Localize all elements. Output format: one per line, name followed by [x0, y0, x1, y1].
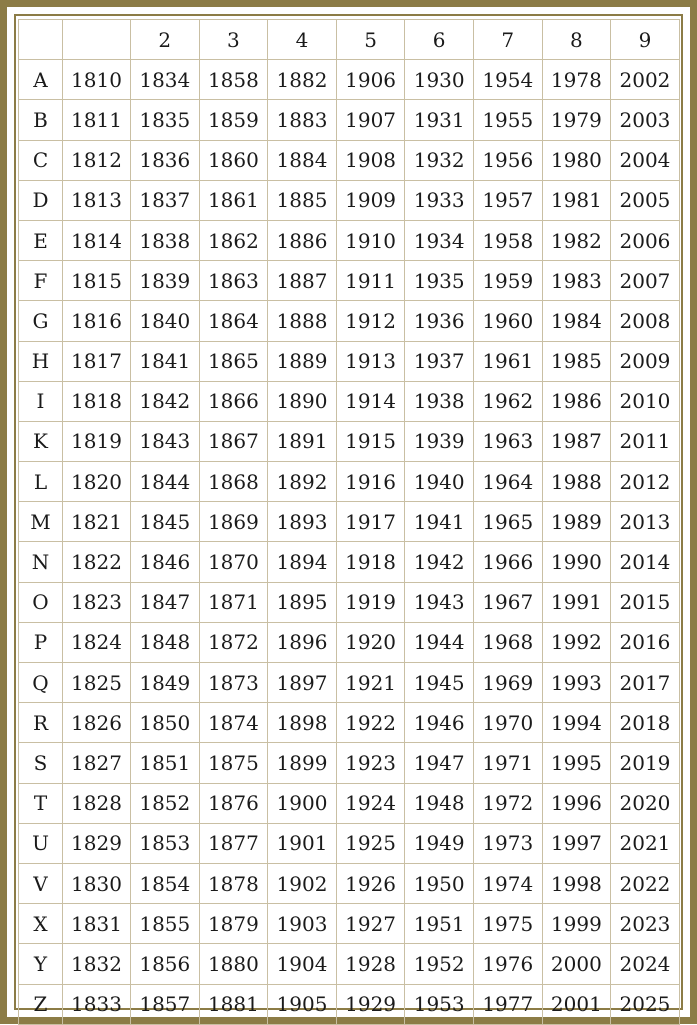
year-cell: 1861 [199, 180, 268, 220]
year-cell: 2018 [611, 703, 680, 743]
year-cell: 1901 [268, 823, 337, 863]
year-cell: 1904 [268, 944, 337, 984]
year-cell: 1822 [63, 542, 131, 582]
year-cell: 2013 [611, 502, 680, 542]
year-cell: 1921 [336, 663, 405, 703]
year-cell: 1840 [131, 301, 200, 341]
year-cell: 1996 [542, 783, 611, 823]
year-cell: 1997 [542, 823, 611, 863]
year-cell: 1911 [336, 261, 405, 301]
year-cell: 1891 [268, 421, 337, 461]
year-cell: 1905 [268, 984, 337, 1024]
year-cell: 1984 [542, 301, 611, 341]
table-row [19, 341, 680, 381]
year-cell: 1855 [131, 904, 200, 944]
year-letter-table [18, 19, 680, 1025]
year-cell: 1999 [542, 904, 611, 944]
year-cell: 1907 [336, 100, 405, 140]
year-cell: 1947 [405, 743, 474, 783]
year-cell: 1830 [63, 863, 131, 903]
year-cell: 1968 [473, 622, 542, 662]
year-cell: 1844 [131, 462, 200, 502]
year-cell: 1819 [63, 421, 131, 461]
year-cell: 1957 [473, 180, 542, 220]
year-cell: 1941 [405, 502, 474, 542]
year-cell: 1856 [131, 944, 200, 984]
year-cell: 1862 [199, 220, 268, 260]
table-row [19, 542, 680, 582]
year-cell: 1873 [199, 663, 268, 703]
year-cell: 1869 [199, 502, 268, 542]
year-cell: 1974 [473, 863, 542, 903]
year-cell: 1998 [542, 863, 611, 903]
year-cell: 2019 [611, 743, 680, 783]
column-header: 4 [268, 20, 337, 60]
table-row [19, 100, 680, 140]
year-cell: 1960 [473, 301, 542, 341]
year-cell: 1932 [405, 140, 474, 180]
column-header [19, 20, 63, 60]
row-letter: F [19, 261, 63, 301]
table-row [19, 743, 680, 783]
year-cell: 1854 [131, 863, 200, 903]
year-cell: 1885 [268, 180, 337, 220]
year-cell: 1964 [473, 462, 542, 502]
year-cell: 1881 [199, 984, 268, 1024]
table-row [19, 140, 680, 180]
row-letter: N [19, 542, 63, 582]
table-row [19, 261, 680, 301]
year-cell: 1825 [63, 663, 131, 703]
year-cell: 1977 [473, 984, 542, 1024]
year-cell: 1991 [542, 582, 611, 622]
year-cell: 1990 [542, 542, 611, 582]
row-letter: Y [19, 944, 63, 984]
year-cell: 1888 [268, 301, 337, 341]
row-letter: G [19, 301, 63, 341]
year-cell: 1985 [542, 341, 611, 381]
year-cell: 1926 [336, 863, 405, 903]
year-cell: 1959 [473, 261, 542, 301]
year-cell: 1980 [542, 140, 611, 180]
year-cell: 1988 [542, 462, 611, 502]
row-letter: X [19, 904, 63, 944]
year-cell: 1829 [63, 823, 131, 863]
year-cell: 1961 [473, 341, 542, 381]
year-cell: 1942 [405, 542, 474, 582]
year-cell: 1914 [336, 381, 405, 421]
year-cell: 1971 [473, 743, 542, 783]
year-cell: 1872 [199, 622, 268, 662]
year-cell: 1954 [473, 60, 542, 100]
year-cell: 1877 [199, 823, 268, 863]
year-cell: 1987 [542, 421, 611, 461]
year-cell: 1895 [268, 582, 337, 622]
year-cell: 1883 [268, 100, 337, 140]
header-row [19, 20, 680, 60]
column-header: 6 [405, 20, 474, 60]
year-cell: 1994 [542, 703, 611, 743]
year-cell: 2024 [611, 944, 680, 984]
year-cell: 1896 [268, 622, 337, 662]
year-cell: 1934 [405, 220, 474, 260]
year-cell: 1993 [542, 663, 611, 703]
year-cell: 1886 [268, 220, 337, 260]
year-cell: 2025 [611, 984, 680, 1024]
year-cell: 1920 [336, 622, 405, 662]
year-cell: 1972 [473, 783, 542, 823]
table-row [19, 502, 680, 542]
year-cell: 1849 [131, 663, 200, 703]
year-cell: 2008 [611, 301, 680, 341]
year-cell: 2007 [611, 261, 680, 301]
year-cell: 1897 [268, 663, 337, 703]
row-letter: S [19, 743, 63, 783]
year-cell: 1933 [405, 180, 474, 220]
row-letter: Z [19, 984, 63, 1024]
year-cell: 2001 [542, 984, 611, 1024]
row-letter: Q [19, 663, 63, 703]
table-row [19, 863, 680, 903]
year-cell: 1981 [542, 180, 611, 220]
year-cell: 1962 [473, 381, 542, 421]
year-cell: 1953 [405, 984, 474, 1024]
table-row [19, 984, 680, 1024]
year-cell: 1970 [473, 703, 542, 743]
table-row [19, 301, 680, 341]
year-cell: 1955 [473, 100, 542, 140]
row-letter: T [19, 783, 63, 823]
year-cell: 2020 [611, 783, 680, 823]
year-cell: 1982 [542, 220, 611, 260]
year-cell: 1882 [268, 60, 337, 100]
year-cell: 1951 [405, 904, 474, 944]
row-letter: R [19, 703, 63, 743]
year-cell: 1823 [63, 582, 131, 622]
year-cell: 1842 [131, 381, 200, 421]
year-cell: 1918 [336, 542, 405, 582]
year-cell: 1940 [405, 462, 474, 502]
year-cell: 1945 [405, 663, 474, 703]
year-cell: 1958 [473, 220, 542, 260]
year-cell: 1923 [336, 743, 405, 783]
year-cell: 2002 [611, 60, 680, 100]
table-row [19, 421, 680, 461]
year-cell: 1975 [473, 904, 542, 944]
year-cell: 1853 [131, 823, 200, 863]
year-cell: 1950 [405, 863, 474, 903]
row-letter: P [19, 622, 63, 662]
row-letter: D [19, 180, 63, 220]
year-cell: 1850 [131, 703, 200, 743]
year-cell: 1912 [336, 301, 405, 341]
table-row [19, 783, 680, 823]
year-cell: 1903 [268, 904, 337, 944]
year-cell: 1836 [131, 140, 200, 180]
row-letter: K [19, 421, 63, 461]
year-cell: 1826 [63, 703, 131, 743]
year-cell: 1814 [63, 220, 131, 260]
year-cell: 1852 [131, 783, 200, 823]
table-row [19, 904, 680, 944]
year-cell: 1890 [268, 381, 337, 421]
year-cell: 1900 [268, 783, 337, 823]
year-cell: 1946 [405, 703, 474, 743]
year-cell: 1828 [63, 783, 131, 823]
year-cell: 1824 [63, 622, 131, 662]
year-cell: 1944 [405, 622, 474, 662]
year-cell: 1860 [199, 140, 268, 180]
row-letter: H [19, 341, 63, 381]
row-letter: L [19, 462, 63, 502]
year-cell: 1867 [199, 421, 268, 461]
year-cell: 1838 [131, 220, 200, 260]
column-header: 5 [336, 20, 405, 60]
row-letter: V [19, 863, 63, 903]
year-cell: 1924 [336, 783, 405, 823]
year-cell: 1906 [336, 60, 405, 100]
year-cell: 2014 [611, 542, 680, 582]
year-cell: 1871 [199, 582, 268, 622]
year-cell: 1851 [131, 743, 200, 783]
column-header: 9 [611, 20, 680, 60]
year-cell: 2021 [611, 823, 680, 863]
table-row [19, 60, 680, 100]
row-letter: A [19, 60, 63, 100]
year-cell: 1978 [542, 60, 611, 100]
column-header [63, 20, 131, 60]
year-cell: 1927 [336, 904, 405, 944]
year-cell: 1956 [473, 140, 542, 180]
year-cell: 1866 [199, 381, 268, 421]
year-cell: 1887 [268, 261, 337, 301]
column-header: 3 [199, 20, 268, 60]
table-row [19, 703, 680, 743]
year-cell: 1831 [63, 904, 131, 944]
year-cell: 2000 [542, 944, 611, 984]
year-cell: 1835 [131, 100, 200, 140]
year-cell: 1922 [336, 703, 405, 743]
year-cell: 2011 [611, 421, 680, 461]
year-cell: 1833 [63, 984, 131, 1024]
year-cell: 1815 [63, 261, 131, 301]
year-cell: 1925 [336, 823, 405, 863]
year-cell: 2022 [611, 863, 680, 903]
year-cell: 1816 [63, 301, 131, 341]
year-cell: 1847 [131, 582, 200, 622]
column-header: 8 [542, 20, 611, 60]
year-cell: 1812 [63, 140, 131, 180]
year-cell: 1989 [542, 502, 611, 542]
year-cell: 1930 [405, 60, 474, 100]
table-row [19, 381, 680, 421]
year-cell: 1845 [131, 502, 200, 542]
year-cell: 1843 [131, 421, 200, 461]
year-cell: 1870 [199, 542, 268, 582]
year-cell: 1892 [268, 462, 337, 502]
year-cell: 1992 [542, 622, 611, 662]
year-cell: 1868 [199, 462, 268, 502]
table-row [19, 944, 680, 984]
row-letter: E [19, 220, 63, 260]
year-cell: 1810 [63, 60, 131, 100]
year-cell: 1910 [336, 220, 405, 260]
year-cell: 1965 [473, 502, 542, 542]
year-cell: 1813 [63, 180, 131, 220]
year-cell: 1973 [473, 823, 542, 863]
year-cell: 1841 [131, 341, 200, 381]
year-cell: 1899 [268, 743, 337, 783]
year-cell: 1909 [336, 180, 405, 220]
year-cell: 2010 [611, 381, 680, 421]
year-cell: 2012 [611, 462, 680, 502]
year-cell: 1834 [131, 60, 200, 100]
year-cell: 1875 [199, 743, 268, 783]
year-cell: 1837 [131, 180, 200, 220]
year-cell: 1967 [473, 582, 542, 622]
table-row [19, 462, 680, 502]
year-cell: 1928 [336, 944, 405, 984]
table-row [19, 823, 680, 863]
table-row [19, 663, 680, 703]
year-cell: 1908 [336, 140, 405, 180]
year-cell: 1893 [268, 502, 337, 542]
year-cell: 1969 [473, 663, 542, 703]
year-cell: 1858 [199, 60, 268, 100]
year-cell: 1937 [405, 341, 474, 381]
year-cell: 1913 [336, 341, 405, 381]
row-letter: B [19, 100, 63, 140]
year-cell: 1952 [405, 944, 474, 984]
row-letter: C [19, 140, 63, 180]
year-cell: 1859 [199, 100, 268, 140]
year-cell: 2003 [611, 100, 680, 140]
year-cell: 2009 [611, 341, 680, 381]
year-cell: 1811 [63, 100, 131, 140]
column-header: 7 [473, 20, 542, 60]
row-letter: M [19, 502, 63, 542]
year-cell: 1917 [336, 502, 405, 542]
year-cell: 1916 [336, 462, 405, 502]
year-cell: 1874 [199, 703, 268, 743]
year-cell: 2016 [611, 622, 680, 662]
year-cell: 1827 [63, 743, 131, 783]
year-cell: 1884 [268, 140, 337, 180]
year-cell: 1879 [199, 904, 268, 944]
year-cell: 1889 [268, 341, 337, 381]
row-letter: U [19, 823, 63, 863]
year-cell: 1898 [268, 703, 337, 743]
year-cell: 2004 [611, 140, 680, 180]
year-cell: 1902 [268, 863, 337, 903]
year-cell: 1983 [542, 261, 611, 301]
year-cell: 1865 [199, 341, 268, 381]
year-cell: 1963 [473, 421, 542, 461]
year-cell: 1880 [199, 944, 268, 984]
year-cell: 1857 [131, 984, 200, 1024]
year-cell: 1939 [405, 421, 474, 461]
year-cell: 1979 [542, 100, 611, 140]
year-cell: 1986 [542, 381, 611, 421]
year-cell: 1839 [131, 261, 200, 301]
year-cell: 1938 [405, 381, 474, 421]
year-cell: 1966 [473, 542, 542, 582]
column-header: 2 [131, 20, 200, 60]
year-cell: 1821 [63, 502, 131, 542]
year-cell: 1848 [131, 622, 200, 662]
year-cell: 1863 [199, 261, 268, 301]
year-cell: 1846 [131, 542, 200, 582]
year-cell: 1936 [405, 301, 474, 341]
year-cell: 1894 [268, 542, 337, 582]
year-cell: 2017 [611, 663, 680, 703]
table-row [19, 582, 680, 622]
row-letter: I [19, 381, 63, 421]
year-cell: 1929 [336, 984, 405, 1024]
year-cell: 2023 [611, 904, 680, 944]
year-cell: 2006 [611, 220, 680, 260]
row-letter: O [19, 582, 63, 622]
year-cell: 1876 [199, 783, 268, 823]
year-cell: 1976 [473, 944, 542, 984]
year-cell: 1864 [199, 301, 268, 341]
year-cell: 1943 [405, 582, 474, 622]
year-cell: 1832 [63, 944, 131, 984]
year-cell: 1878 [199, 863, 268, 903]
table-row [19, 622, 680, 662]
year-cell: 1935 [405, 261, 474, 301]
year-cell: 1949 [405, 823, 474, 863]
year-cell: 1817 [63, 341, 131, 381]
year-cell: 1948 [405, 783, 474, 823]
table-row [19, 180, 680, 220]
table-row [19, 220, 680, 260]
year-cell: 1820 [63, 462, 131, 502]
year-cell: 1915 [336, 421, 405, 461]
year-cell: 2005 [611, 180, 680, 220]
year-cell: 1995 [542, 743, 611, 783]
year-cell: 1818 [63, 381, 131, 421]
year-cell: 1919 [336, 582, 405, 622]
year-cell: 1931 [405, 100, 474, 140]
year-cell: 2015 [611, 582, 680, 622]
